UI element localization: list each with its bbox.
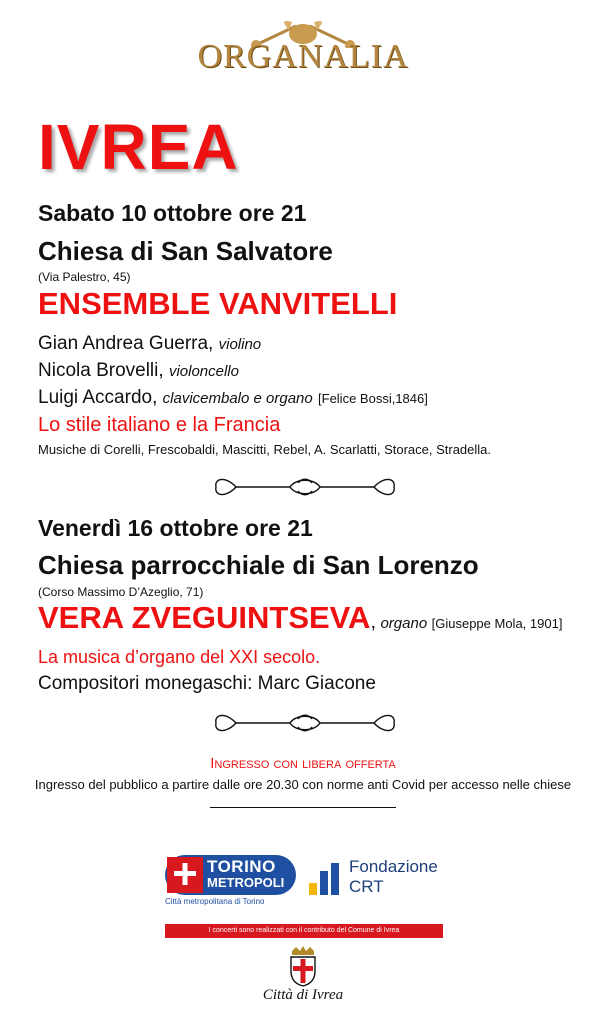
- event1-venue: Chiesa di San Salvatore: [38, 236, 333, 266]
- performer-row: [38, 387, 428, 409]
- event1-date: Sabato 10 ottobre ore 21: [38, 200, 307, 226]
- performer-name: Nicola Brovelli,: [38, 360, 164, 381]
- page-title: IVREA: [38, 111, 239, 183]
- crt-line1: Fondazione: [349, 857, 438, 876]
- admission-title: Ingresso con libera offerta: [210, 755, 396, 772]
- performer-note: [Felice Bossi,1846]: [318, 391, 428, 406]
- performer-row: [38, 360, 239, 382]
- city-of-ivrea: Città di Ivrea: [262, 987, 344, 1003]
- performer-name: Luigi Accardo,: [38, 387, 158, 408]
- event1-address: (Via Palestro, 45): [38, 270, 131, 284]
- ivrea-crest-icon: [282, 945, 324, 987]
- ornamental-divider-icon: [210, 710, 400, 736]
- torino-line2: METROPOLI: [207, 875, 285, 890]
- torino-caption: Città metropolitana di Torino: [165, 897, 265, 906]
- ornamental-divider-icon: [210, 474, 400, 500]
- performer-instrument: violino: [218, 336, 262, 353]
- crt-logo-icon: [309, 859, 343, 899]
- event2-composers: Compositori monegaschi: Marc Giacone: [38, 673, 376, 694]
- divider-line: [210, 807, 396, 808]
- event2-comma: ,: [370, 611, 376, 633]
- performer-instrument: violoncello: [168, 363, 239, 380]
- performer-name: Gian Andrea Guerra,: [38, 333, 214, 354]
- admission-text: Ingresso del pubblico a partire dalle ore 20.30 con norme anti Covid per accesso nelle chiese: [34, 777, 572, 792]
- logo-text: ORGANALIA: [197, 38, 409, 75]
- torino-metropoli-logo: [165, 855, 296, 907]
- event2-date: Venerdì 16 ottobre ore 21: [38, 515, 313, 541]
- performer-instrument: clavicembalo e organo: [162, 390, 313, 407]
- event2-venue: Chiesa parrocchiale di San Lorenzo: [38, 550, 479, 580]
- event1-ensemble: ENSEMBLE VANVITELLI: [38, 286, 398, 321]
- event1-composers: Musiche di Corelli, Frescobaldi, Mascitti, Rebel, A. Scarlatti, Storace, Stradella.: [38, 442, 492, 457]
- sponsor-banner: I concerti sono realizzati con il contributo del Comune di Ivrea: [165, 924, 443, 938]
- event2-note: [Giuseppe Mola, 1901]: [431, 616, 563, 631]
- torino-line1: TORINO: [207, 857, 276, 876]
- event2-performer-row: [38, 600, 562, 636]
- crt-line2: CRT: [349, 877, 384, 896]
- event2-program-title: La musica d’organo del XXI secolo.: [38, 647, 321, 667]
- event2-performer: VERA ZVEGUINTSEVA: [38, 600, 371, 635]
- event2-address: (Corso Massimo D’Azeglio, 71): [38, 585, 204, 599]
- fondazione-crt-logo: [309, 855, 459, 905]
- performer-row: [38, 333, 261, 355]
- event2-instrument: organo: [380, 615, 428, 632]
- event1-program-title: Lo stile italiano e la Francia: [38, 414, 281, 436]
